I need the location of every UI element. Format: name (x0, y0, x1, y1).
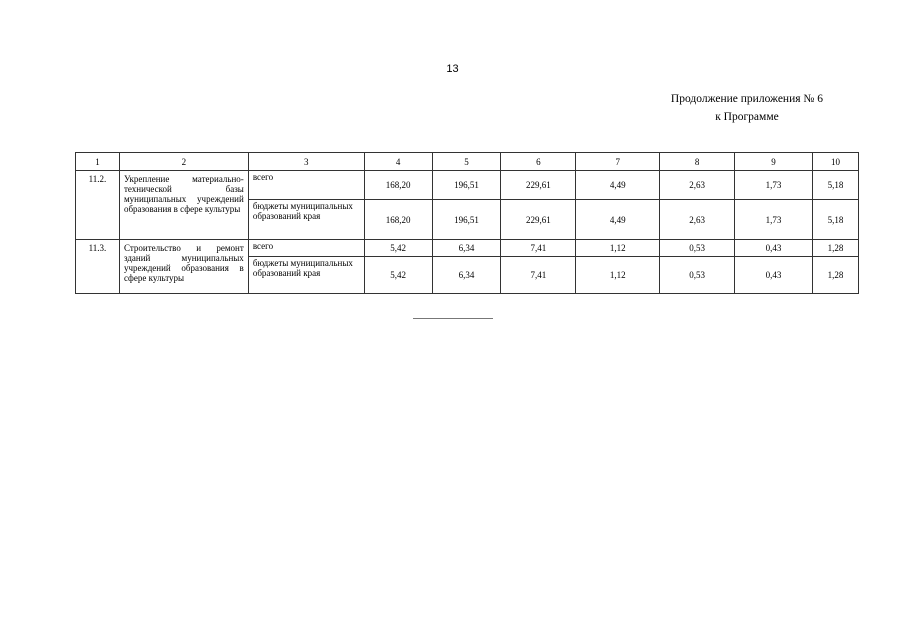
value-cell: 196,51 (432, 171, 501, 200)
table-header-row (76, 153, 859, 171)
row-code: 11.3. (76, 240, 120, 294)
value-cell: 0,53 (660, 240, 735, 257)
value-cell: 0,43 (735, 257, 813, 294)
value-cell: 1,12 (576, 257, 660, 294)
appendix-line-1: Продолжение приложения № 6 (670, 93, 823, 105)
value-cell: 6,34 (432, 257, 501, 294)
value-cell: 168,20 (364, 200, 432, 240)
funding-source: бюджеты муниципальных образований края (248, 200, 364, 240)
header-cell: 8 (660, 153, 735, 171)
table-row (76, 240, 859, 257)
value-cell: 4,49 (576, 171, 660, 200)
value-cell: 7,41 (501, 240, 576, 257)
header-cell: 9 (735, 153, 813, 171)
header-cell: 4 (364, 153, 432, 171)
value-cell: 229,61 (501, 200, 576, 240)
appendix-line-2: к Программе (715, 111, 779, 123)
value-cell: 6,34 (432, 240, 501, 257)
funding-source: всего (248, 240, 364, 257)
value-cell: 5,18 (812, 171, 858, 200)
funding-source: всего (248, 171, 364, 200)
value-cell: 5,42 (364, 257, 432, 294)
header-cell: 2 (119, 153, 248, 171)
value-cell: 7,41 (501, 257, 576, 294)
header-cell: 10 (812, 153, 858, 171)
header-cell: 7 (576, 153, 660, 171)
value-cell: 0,43 (735, 240, 813, 257)
value-cell: 1,73 (735, 171, 813, 200)
value-cell: 0,53 (660, 257, 735, 294)
row-name: Укрепление материально-технической базы муниципальных учреждений образования в сфере культуры (119, 171, 248, 240)
header-cell: 1 (76, 153, 120, 171)
value-cell: 168,20 (364, 171, 432, 200)
value-cell: 1,12 (576, 240, 660, 257)
value-cell: 5,42 (364, 240, 432, 257)
funding-source: бюджеты муниципальных образований края (248, 257, 364, 294)
value-cell: 2,63 (660, 200, 735, 240)
header-cell: 5 (432, 153, 501, 171)
bottom-rule (413, 318, 493, 319)
row-code: 11.2. (76, 171, 120, 240)
page-number: 13 (446, 63, 459, 75)
table-row (76, 171, 859, 200)
value-cell: 4,49 (576, 200, 660, 240)
header-cell: 3 (248, 153, 364, 171)
appendix-title (671, 90, 823, 126)
value-cell: 2,63 (660, 171, 735, 200)
value-cell: 5,18 (812, 200, 858, 240)
value-cell: 229,61 (501, 171, 576, 200)
value-cell: 196,51 (432, 200, 501, 240)
data-table (75, 152, 859, 294)
value-cell: 1,28 (812, 257, 858, 294)
row-name: Строительство и ремонт зданий муниципальных учреждений образования в сфере культуры (119, 240, 248, 294)
header-cell: 6 (501, 153, 576, 171)
value-cell: 1,28 (812, 240, 858, 257)
value-cell: 1,73 (735, 200, 813, 240)
